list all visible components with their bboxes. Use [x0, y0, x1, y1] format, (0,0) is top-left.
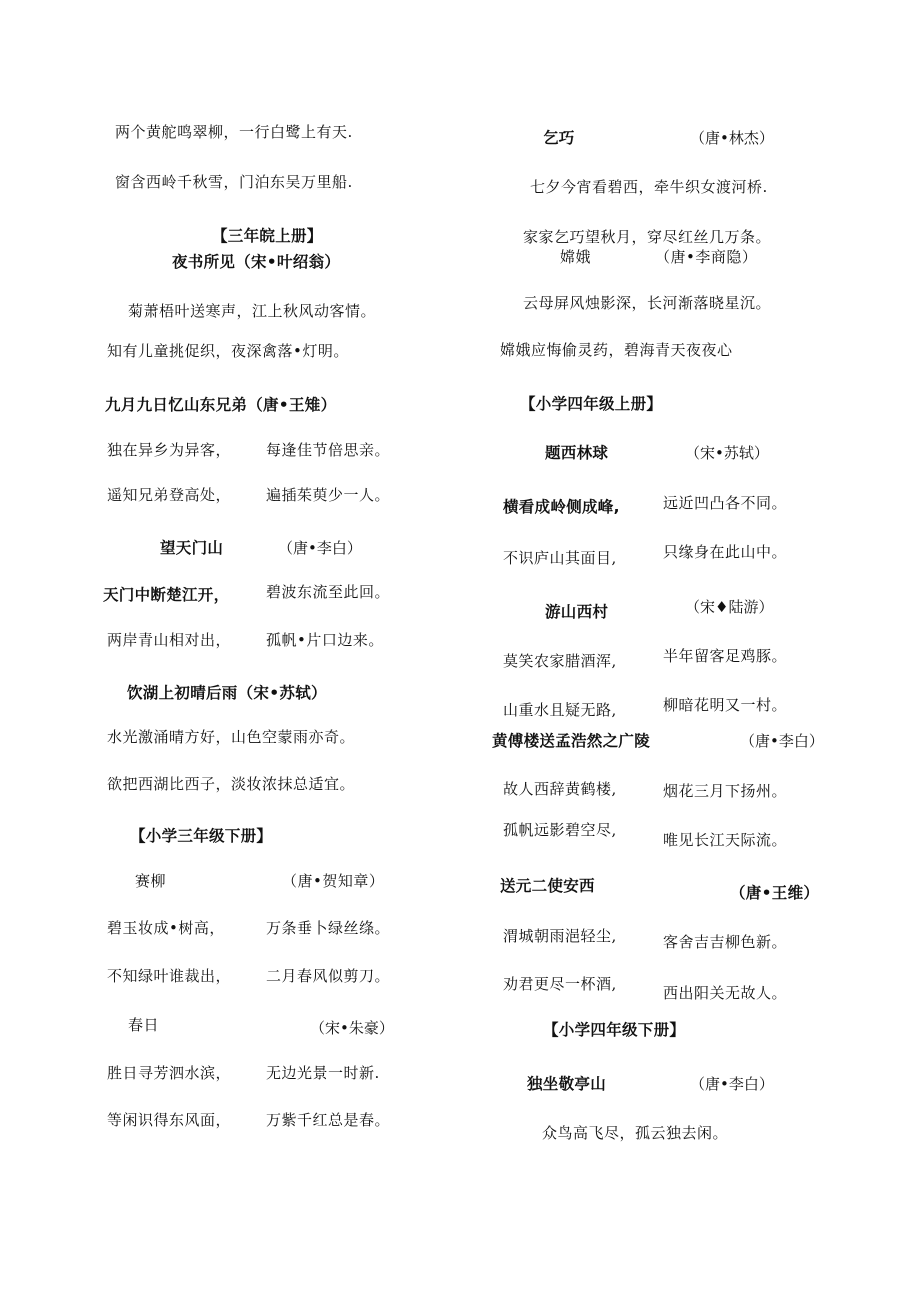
poem-line: 莫笑农家腊酒浑, — [503, 652, 617, 670]
poem-line: 遍插茱萸少一人。 — [266, 486, 391, 504]
poem-line: 半年留客足鸡豚。 — [663, 647, 788, 665]
poem-line: 遥知兄弟登高处， — [107, 486, 232, 504]
poem-line: 客舍吉吉柳色新。 — [663, 933, 788, 951]
poem-author-change: （唐•李商隐） — [655, 248, 758, 266]
poem-line: 故人西辞黄鹤楼, — [503, 780, 617, 798]
section-heading-grade4-upper: 【小学四年级上册】 — [520, 395, 663, 413]
poem-line: 烟花三月下扬州。 — [663, 782, 788, 800]
poem-line: 万紫千红总是春。 — [266, 1111, 391, 1129]
poem-line: 山重水且疑无路, — [503, 701, 617, 719]
poem-author-xilin: （宋•苏轼） — [685, 444, 769, 462]
poem-line: 劝君更尽一杯酒, — [503, 975, 617, 993]
poem-author-shancun: （宋♦陆游） — [685, 598, 774, 616]
poem-line: 知有儿童挑促织，夜深禽落•灯明。 — [107, 342, 349, 360]
poem-title-qiqiao: 乞巧 — [543, 129, 575, 147]
poem-line: 远近凹凸各不同。 — [663, 494, 788, 512]
poem-line: 只缘身在此山中。 — [663, 543, 788, 561]
poem-author-chunri: （宋•朱豪） — [310, 1019, 394, 1037]
poem-author-jingting: （唐•李白） — [690, 1075, 774, 1093]
poem-title-change: 嫦娥 — [560, 248, 592, 266]
poem-title-xihu: 饮湖上初晴后雨（宋•苏轼） — [127, 684, 327, 702]
section-heading-grade4-lower: 【小学四年级下册】 — [543, 1021, 686, 1039]
poem-line: 横看成岭侧成峰, — [503, 498, 620, 516]
section-heading-grade3-upper: 【三年皖上册】 — [212, 227, 323, 245]
poem-author-anxi: （唐•王维） — [730, 884, 820, 902]
poem-line: 菊萧梧叶送寒声，江上秋风动客情。 — [128, 302, 377, 320]
poem-author-qiqiao: （唐•林杰） — [690, 129, 774, 147]
poem-line: 等闲识得东风面， — [107, 1111, 232, 1129]
poem-title-anxi: 送元二使安西 — [500, 877, 595, 895]
poem-author-yongliu: （唐•贺知章） — [282, 872, 385, 890]
poem-author-tianmen: （唐•李白） — [278, 539, 362, 557]
poem-line: 无边光景一时新. — [266, 1064, 380, 1082]
poem-line: 嫦娥应悔偷灵药，碧海青天夜夜心 — [500, 341, 733, 359]
poem-line: 孤帆•片口边来。 — [266, 631, 384, 649]
poem-title-chunri: 春日 — [128, 1016, 160, 1034]
poem-line: 万条垂卜绿丝绦。 — [266, 919, 391, 937]
poem-title-jiuyue: 九月九日忆山东兄弟（唐•王雉） — [105, 396, 337, 414]
poem-title-xilin: 题西林球 — [545, 444, 609, 462]
poem-author-huanghelou: （唐•李白） — [740, 732, 824, 750]
poem-title-tianmen: 望天门山 — [160, 539, 224, 557]
poem-line: 众鸟高飞尽，孤云独去闲。 — [542, 1124, 729, 1142]
poem-line: 柳暗花明又一村。 — [663, 696, 788, 714]
poem-line: 水光激涌晴方好，山色空蒙雨亦奇。 — [107, 728, 356, 746]
poem-line: 西出阳关无故人。 — [663, 984, 788, 1002]
poem-line: 孤帆远影碧空尽, — [503, 821, 617, 839]
poem-line: 两岸青山相对出， — [107, 631, 232, 649]
poem-line: 不知绿叶谁裁出， — [107, 967, 232, 985]
poem-title-yongliu: 赛柳 — [135, 872, 167, 890]
poem-line: 天门中断楚江开， — [103, 586, 230, 604]
poem-line: 唯见长江天际流。 — [663, 831, 788, 849]
poem-title-huanghelou: 黄傅楼送孟浩然之广陵 — [492, 732, 651, 750]
poem-line: 家家乞巧望秋月，穿尽红丝几万条。 — [523, 228, 772, 246]
poem-line: 云母屏风烛影深，长河渐落晓星沉。 — [523, 294, 772, 312]
poem-line: 每逢佳节倍思亲。 — [266, 441, 391, 459]
poem-line: 七夕今宵看碧西，牵牛织女渡河桥. — [530, 178, 768, 196]
poem-line: 不识庐山其面目, — [503, 549, 617, 567]
poem-title-yeshu: 夜书所见（宋•叶绍翁） — [172, 253, 341, 271]
poem-line: 独在异乡为异客， — [107, 441, 232, 459]
poem-line: 渭城朝雨浥轻尘, — [503, 927, 617, 945]
poem-title-jingting: 独坐敬亭山 — [527, 1075, 607, 1093]
poem-line: 欲把西湖比西子，淡妆浓抹总适宜。 — [107, 775, 356, 793]
intro-line-1: 两个黄舵鸣翠柳，一行白鹭上有天. — [115, 123, 353, 141]
poem-line: 碧波东流至此回。 — [266, 583, 391, 601]
intro-line-2: 窗含西岭千秋雪，门泊东吴万里船. — [115, 173, 353, 191]
poem-line: 二月春风似剪刀。 — [266, 967, 391, 985]
section-heading-grade3-lower: 【小学三年级下册】 — [130, 827, 273, 845]
poem-title-shancun: 游山西村 — [545, 603, 609, 621]
poem-line: 碧玉妆成•树高， — [107, 919, 225, 937]
poem-line: 胜日寻芳泗水滨， — [107, 1064, 232, 1082]
